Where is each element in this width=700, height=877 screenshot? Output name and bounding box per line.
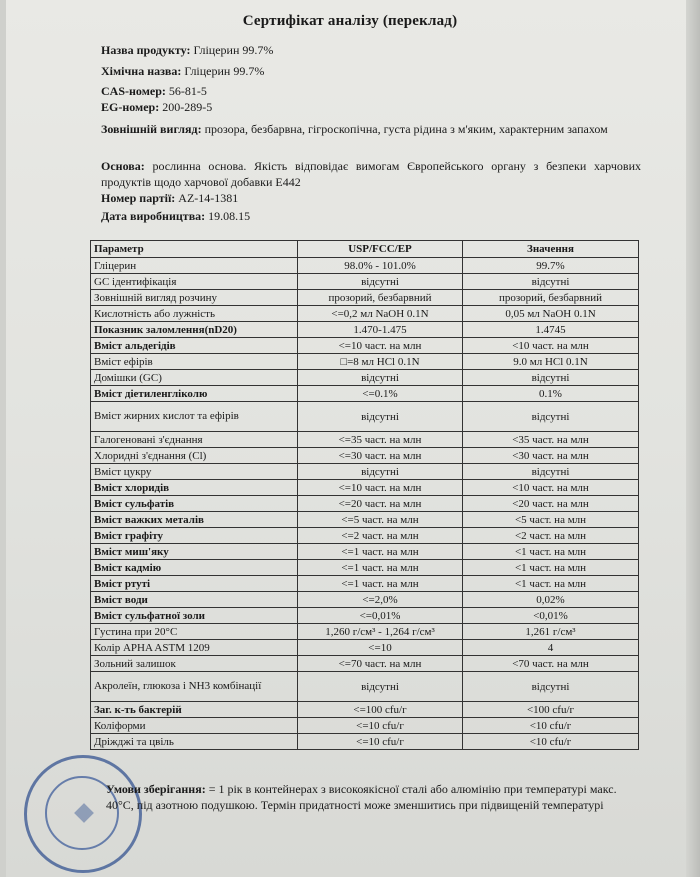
standard-cell: відсутні	[298, 402, 463, 432]
parameter-cell: Кислотність або лужність	[91, 306, 298, 322]
value-cell: <20 част. на млн	[463, 496, 639, 512]
table-row	[91, 274, 639, 290]
field-label: Основа:	[101, 159, 145, 173]
table-row	[91, 386, 639, 402]
value-cell: <1 част. на млн	[463, 544, 639, 560]
field-label: Назва продукту:	[101, 43, 191, 57]
standard-cell: □=8 мл HCl 0.1N	[298, 354, 463, 370]
table-row	[91, 322, 639, 338]
field-label: EG-номер:	[101, 100, 160, 114]
document-title: Сертифікат аналізу (переклад)	[242, 13, 458, 29]
standard-cell: відсутні	[298, 464, 463, 480]
parameter-cell: Вміст цукру	[91, 464, 298, 480]
table-row	[91, 354, 639, 370]
product-name-line	[101, 42, 641, 58]
parameter-cell: Зовнішній вигляд розчину	[91, 290, 298, 306]
company-seal-stamp	[24, 755, 142, 873]
field-value: 200-289-5	[159, 100, 213, 114]
value-cell: <35 част. на млн	[463, 432, 639, 448]
parameter-cell: GC ідентифікація	[91, 274, 298, 290]
parameter-cell: Коліформи	[91, 718, 298, 734]
table-row	[91, 560, 639, 576]
standard-cell: <=2,0%	[298, 592, 463, 608]
parameter-cell: Вміст сульфатної золи	[91, 608, 298, 624]
field-label: Хімічна назва:	[101, 64, 182, 78]
table-row	[91, 576, 639, 592]
value-cell: 4	[463, 640, 639, 656]
value-cell: <10 cfu/г	[463, 718, 639, 734]
table-row	[91, 512, 639, 528]
standard-cell: <=10	[298, 640, 463, 656]
standard-cell: <=10 част. на млн	[298, 338, 463, 354]
standard-cell: <=10 част. на млн	[298, 480, 463, 496]
standard-cell: 1.470-1.475	[298, 322, 463, 338]
parameter-cell: Вміст ефірів	[91, 354, 298, 370]
table-row	[91, 338, 639, 354]
column-header-value: Значення	[463, 241, 639, 258]
table-row	[91, 528, 639, 544]
production-date-line	[101, 208, 641, 224]
value-cell: <10 cfu/г	[463, 734, 639, 750]
value-cell: <10 част. на млн	[463, 338, 639, 354]
field-value: 19.08.15	[205, 209, 251, 223]
parameter-cell: Густина при 20°C	[91, 624, 298, 640]
table-row	[91, 402, 639, 432]
table-row	[91, 702, 639, 718]
parameter-cell: Колір APHA ASTM 1209	[91, 640, 298, 656]
parameter-cell: Галогеновані з'єднання	[91, 432, 298, 448]
parameter-cell: Показник заломлення(nD20)	[91, 322, 298, 338]
table-row	[91, 290, 639, 306]
storage-conditions	[106, 781, 626, 813]
table-row	[91, 718, 639, 734]
value-cell: <2 част. на млн	[463, 528, 639, 544]
parameter-cell: Вміст хлоридів	[91, 480, 298, 496]
table-row	[91, 432, 639, 448]
parameter-cell: Хлоридні з'єднання (Cl)	[91, 448, 298, 464]
value-cell: відсутні	[463, 672, 639, 702]
standard-cell: <=0,2 мл NaOH 0.1N	[298, 306, 463, 322]
field-value: рослинна основа. Якість відповідає вимогам Європейського органу з безпеки харчових продуктів щодо харчової добавки Е442	[101, 159, 641, 189]
standard-cell: <=2 част. на млн	[298, 528, 463, 544]
value-cell: <1 част. на млн	[463, 560, 639, 576]
appearance-line	[101, 121, 641, 137]
value-cell: <5 част. на млн	[463, 512, 639, 528]
value-cell: відсутні	[463, 464, 639, 480]
table-row	[91, 464, 639, 480]
parameter-cell: Зольний залишок	[91, 656, 298, 672]
standard-cell: відсутні	[298, 370, 463, 386]
column-header-standard: USP/FCC/EP	[298, 241, 463, 258]
value-cell: відсутні	[463, 274, 639, 290]
field-value: прозора, безбарвна, гігроскопічна, густа рідина з м'яким, характерним запахом	[201, 122, 608, 136]
standard-cell: відсутні	[298, 672, 463, 702]
standard-cell: <=1 част. на млн	[298, 576, 463, 592]
field-label: Дата виробництва:	[101, 209, 206, 223]
table-row	[91, 496, 639, 512]
table-row	[91, 370, 639, 386]
standard-cell: <=0,01%	[298, 608, 463, 624]
parameter-cell: Заг. к-ть бактерій	[91, 702, 298, 718]
value-cell: 9.0 мл HCl 0.1N	[463, 354, 639, 370]
parameter-cell: Вміст сульфатів	[91, 496, 298, 512]
value-cell: <0,01%	[463, 608, 639, 624]
parameter-cell: Гліцерин	[91, 258, 298, 274]
table-row	[91, 734, 639, 750]
value-cell: <30 част. на млн	[463, 448, 639, 464]
standard-cell: <=5 част. на млн	[298, 512, 463, 528]
value-cell: <70 част. на млн	[463, 656, 639, 672]
parameter-cell: Вміст жирних кислот та ефірів	[91, 402, 298, 432]
standard-cell: <=10 cfu/г	[298, 718, 463, 734]
value-cell: відсутні	[463, 370, 639, 386]
value-cell: прозорий, безбарвний	[463, 290, 639, 306]
specification-table	[90, 240, 639, 750]
value-cell: 0.1%	[463, 386, 639, 402]
table-row	[91, 592, 639, 608]
parameter-cell: Акролеїн, глюкоза і NH3 комбінації	[91, 672, 298, 702]
standard-cell: <=0.1%	[298, 386, 463, 402]
table-row	[91, 258, 639, 274]
column-header-parameter: Параметр	[91, 241, 298, 258]
parameter-cell: Вміст діетиленгліколю	[91, 386, 298, 402]
standard-cell: <=1 част. на млн	[298, 544, 463, 560]
table-row	[91, 448, 639, 464]
parameter-cell: Вміст важких металів	[91, 512, 298, 528]
eg-number-line	[101, 99, 641, 115]
table-row	[91, 480, 639, 496]
field-label: CAS-номер:	[101, 84, 166, 98]
standard-cell: прозорий, безбарвний	[298, 290, 463, 306]
parameter-cell: Вміст миш'яку	[91, 544, 298, 560]
parameter-cell: Вміст води	[91, 592, 298, 608]
value-cell: 1,261 г/см³	[463, 624, 639, 640]
field-value: Гліцерин 99.7%	[190, 43, 274, 57]
cas-number-line	[101, 83, 641, 99]
table-row	[91, 656, 639, 672]
page-edge	[686, 0, 700, 877]
standard-cell: <=100 cfu/г	[298, 702, 463, 718]
standard-cell: <=70 част. на млн	[298, 656, 463, 672]
table-row	[91, 624, 639, 640]
standard-cell: 98.0% - 101.0%	[298, 258, 463, 274]
field-label: Номер партії:	[101, 191, 176, 205]
table-header-row	[91, 241, 639, 258]
value-cell: відсутні	[463, 402, 639, 432]
batch-number-line	[101, 190, 641, 206]
standard-cell: <=10 cfu/г	[298, 734, 463, 750]
table-row	[91, 306, 639, 322]
value-cell: 1.4745	[463, 322, 639, 338]
standard-cell: відсутні	[298, 274, 463, 290]
field-value: Гліцерин 99.7%	[181, 64, 265, 78]
value-cell: 99.7%	[463, 258, 639, 274]
basis-line	[101, 158, 641, 190]
parameter-cell: Вміст кадмію	[91, 560, 298, 576]
table-row	[91, 544, 639, 560]
field-label: Зовнішній вигляд:	[101, 122, 202, 136]
parameter-cell: Домішки (GC)	[91, 370, 298, 386]
field-value: AZ-14-1381	[175, 191, 239, 205]
value-cell: <1 част. на млн	[463, 576, 639, 592]
field-value: 56-81-5	[165, 84, 207, 98]
value-cell: 0,05 мл NaOH 0.1N	[463, 306, 639, 322]
standard-cell: 1,260 г/см³ - 1,264 г/см³	[298, 624, 463, 640]
standard-cell: <=1 част. на млн	[298, 560, 463, 576]
table-row	[91, 608, 639, 624]
parameter-cell: Вміст ртуті	[91, 576, 298, 592]
value-cell: <10 част. на млн	[463, 480, 639, 496]
parameter-cell: Вміст графіту	[91, 528, 298, 544]
parameter-cell: Дріжджі та цвіль	[91, 734, 298, 750]
storage-text: = 1 рік в контейнерах з високоякісної сталі або алюмінію при температурі макс. 40°C, під азотною подушкою. Термін придатності може зменшитись при підвищеній температурі	[106, 782, 617, 812]
storage-label: Умови зберігання:	[106, 782, 206, 796]
standard-cell: <=35 част. на млн	[298, 432, 463, 448]
table-row	[91, 672, 639, 702]
value-cell: <100 cfu/г	[463, 702, 639, 718]
value-cell: 0,02%	[463, 592, 639, 608]
table-row	[91, 640, 639, 656]
standard-cell: <=20 част. на млн	[298, 496, 463, 512]
standard-cell: <=30 част. на млн	[298, 448, 463, 464]
chemical-name-line	[101, 63, 641, 79]
parameter-cell: Вміст альдегідів	[91, 338, 298, 354]
